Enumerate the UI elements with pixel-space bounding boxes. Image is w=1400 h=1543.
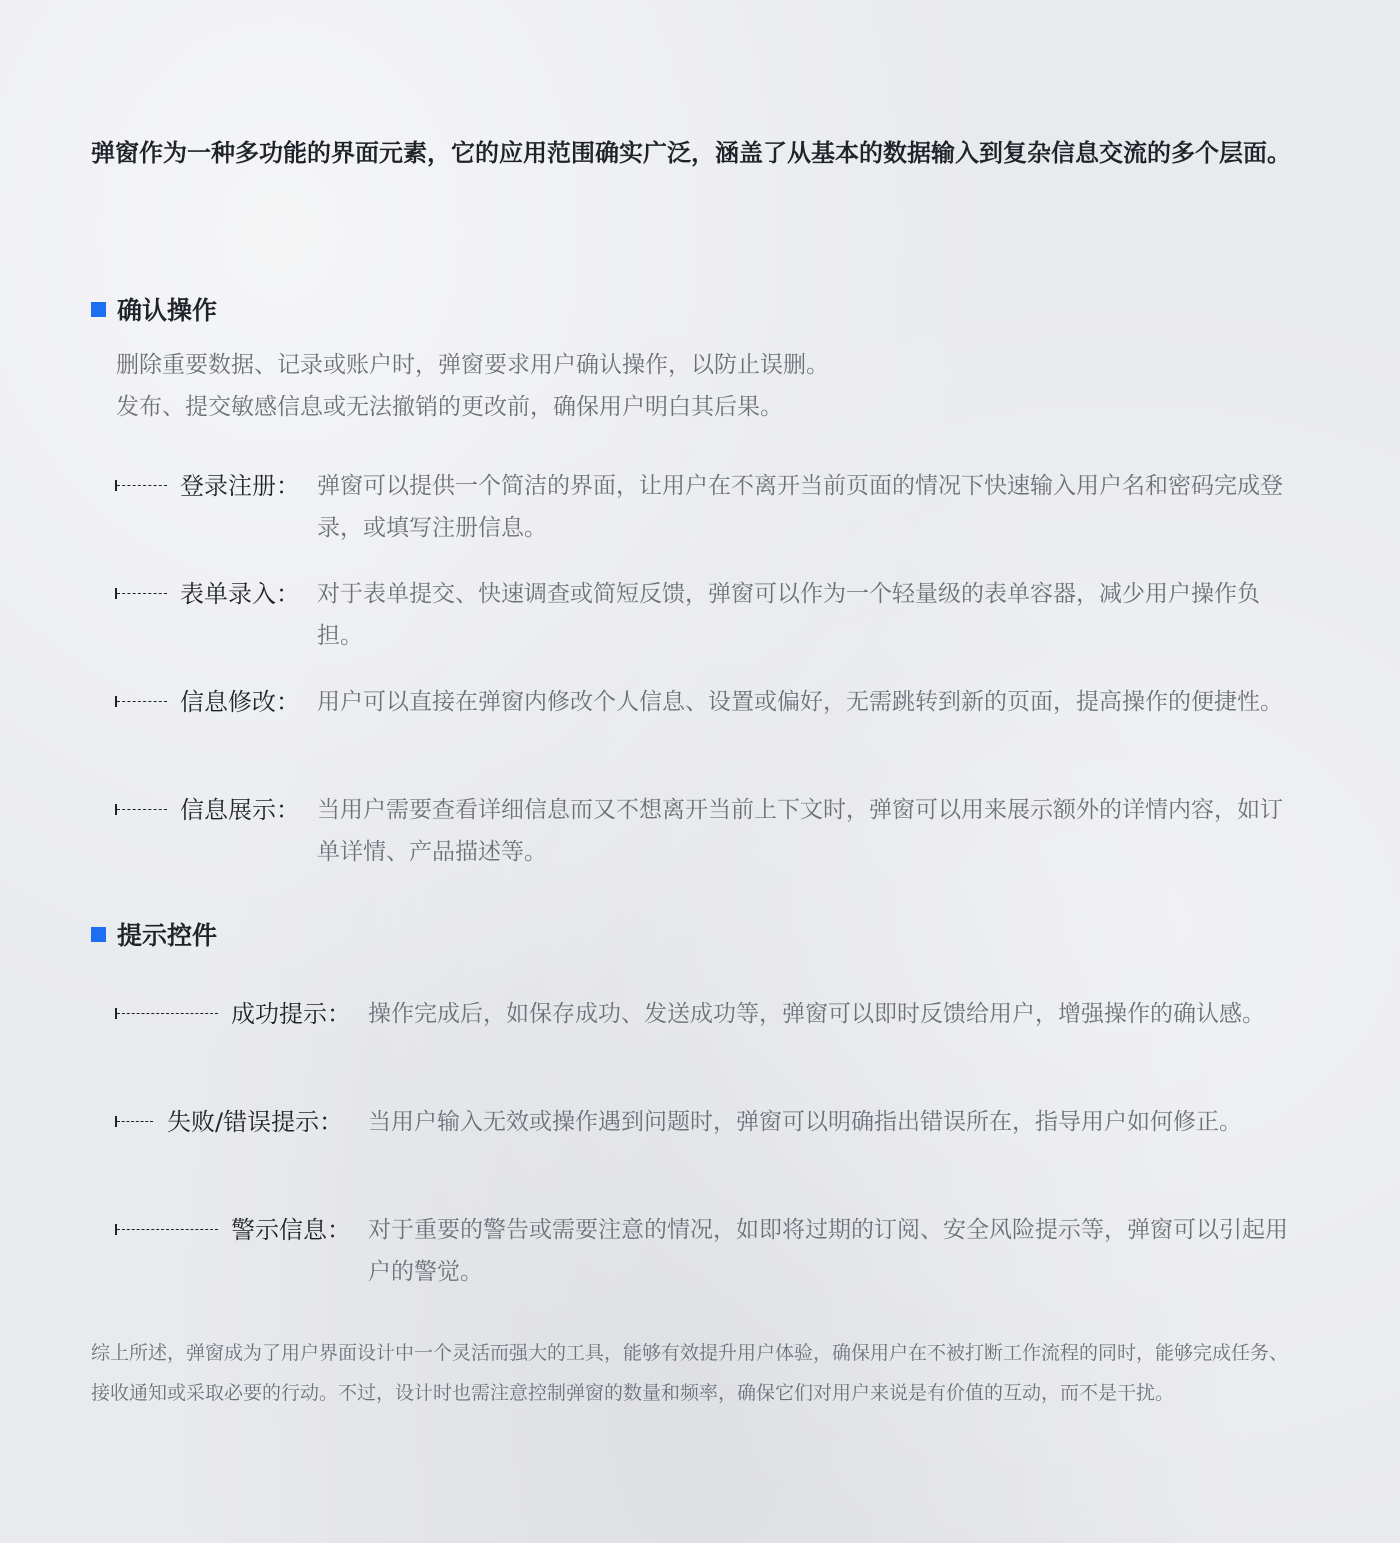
item-label: 登录注册： [180,472,300,500]
list-item-success [115,993,1288,1083]
item-label: 警示信息： [231,1216,351,1244]
description-line: 删除重要数据、记录或账户时，弹窗要求用户确认操作，以防止误删。 [116,352,829,378]
list-item-display [115,789,1288,879]
list-item-error [115,1101,1288,1191]
item-label: 信息修改： [180,688,300,716]
item-text: 当用户需要查看详细信息而又不想离开当前上下文时，弹窗可以用来展示额外的详情内容，如订单详情、产品描述等。 [317,797,1283,865]
connector-line [115,809,167,810]
list-item-form [115,573,1288,663]
item-text: 对于表单提交、快速调查或简短反馈，弹窗可以作为一个轻量级的表单容器，减少用户操作负担。 [317,581,1260,649]
item-text: 用户可以直接在弹窗内修改个人信息、设置或偏好，无需跳转到新的页面，提高操作的便捷性。 [317,689,1283,715]
section-heading-confirm [91,291,217,327]
section-heading-prompt [91,916,217,952]
description-line: 发布、提交敏感信息或无法撤销的更改前，确保用户明白其后果。 [116,394,783,420]
connector-line [115,1013,218,1014]
list-item-edit [115,681,1288,771]
list-item-login [115,465,1288,555]
connector-line [115,1121,153,1122]
item-text: 当用户输入无效或操作遇到问题时，弹窗可以明确指出错误所在，指导用户如何修正。 [368,1109,1242,1135]
blue-square-icon [91,302,106,317]
connector-line [115,485,167,486]
item-label: 成功提示： [231,1000,351,1028]
item-text: 弹窗可以提供一个简洁的界面，让用户在不离开当前页面的情况下快速输入用户名和密码完成登录，或填写注册信息。 [317,473,1283,541]
intro-paragraph: 弹窗作为一种多功能的界面元素，它的应用范围确实广泛，涵盖了从基本的数据输入到复杂信息交流的多个层面。 [91,139,1291,167]
item-label: 失败/错误提示： [167,1108,344,1136]
item-label: 信息展示： [180,796,300,824]
blue-square-icon [91,927,106,942]
connector-line [115,593,167,594]
list-item-warning [115,1209,1288,1299]
summary-paragraph: 综上所述，弹窗成为了用户界面设计中一个灵活而强大的工具，能够有效提升用户体验，确保用户在不被打断工作流程的同时，能够完成任务、接收通知或采取必要的行动。不过，设计时也需注意控制弹窗的数量和频率，确保它们对用户来说是有价值的互动，而不是干扰。 [91,1342,1289,1404]
item-text: 对于重要的警告或需要注意的情况，如即将过期的订阅、安全风险提示等，弹窗可以引起用户的警觉。 [368,1217,1288,1285]
item-text: 操作完成后，如保存成功、发送成功等，弹窗可以即时反馈给用户，增强操作的确认感。 [368,1001,1265,1027]
connector-line [115,701,167,702]
connector-line [115,1229,218,1230]
section-title: 提示控件 [117,921,218,950]
section-title: 确认操作 [117,296,218,325]
section-description [116,344,829,428]
item-label: 表单录入： [180,580,300,608]
